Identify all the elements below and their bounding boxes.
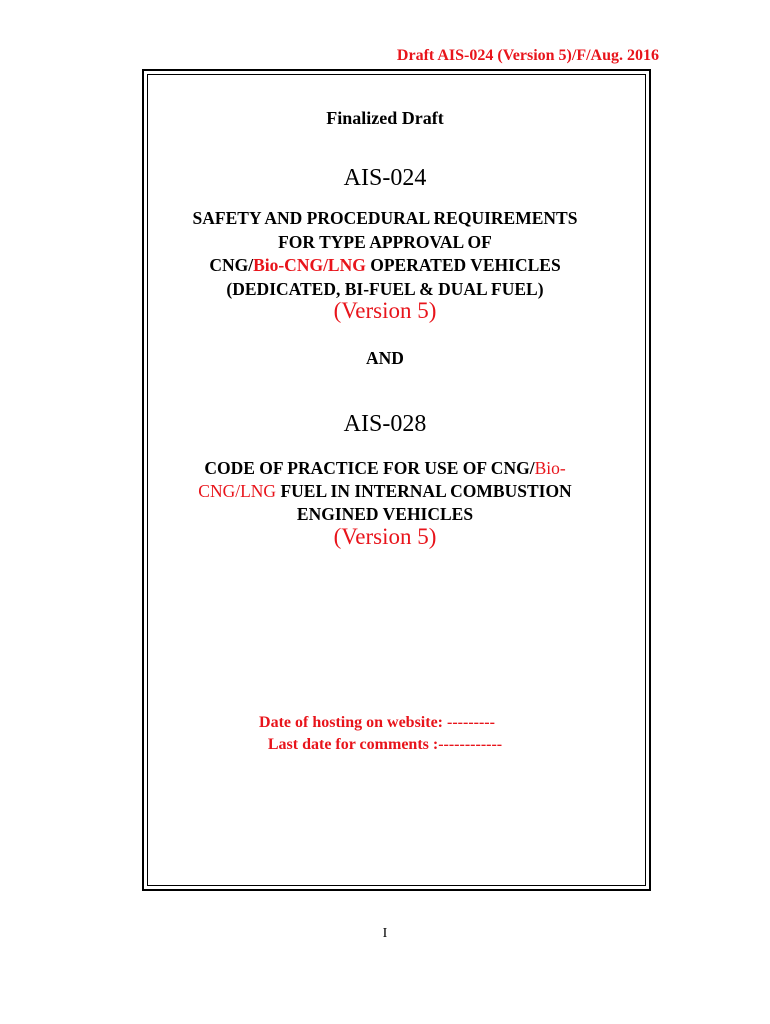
- standard-2-title-line-1: [0, 458, 770, 479]
- draft-status: Finalized Draft: [326, 108, 444, 128]
- title-internal-combustion: FUEL IN INTERNAL COMBUSTION: [276, 481, 572, 501]
- standard-2-title-line-3: ENGINED VEHICLES: [296, 504, 474, 524]
- title-operated-vehicles: OPERATED VEHICLES: [365, 255, 561, 275]
- conjunction-and: AND: [366, 348, 404, 368]
- title-fuel-cng-lng: CNG/LNG: [198, 481, 277, 501]
- cover-frame: [142, 69, 651, 891]
- title-fuel-bio-cng-lng: Bio-CNG/LNG: [253, 255, 366, 275]
- title-fuel-cng: CNG/: [209, 255, 254, 275]
- hosting-date: Date of hosting on website: ---------: [259, 714, 495, 731]
- standard-1-version: (Version 5): [333, 298, 437, 323]
- standard-1-code: AIS-024: [343, 165, 427, 191]
- standard-1-title-line-2: FOR TYPE APPROVAL OF: [278, 232, 492, 252]
- standard-2-version: (Version 5): [333, 524, 437, 549]
- title-fuel-bio: Bio-: [534, 458, 566, 478]
- comments-deadline: Last date for comments :------------: [267, 736, 503, 753]
- standard-1-title-line-1: SAFETY AND PROCEDURAL REQUIREMENTS: [192, 208, 578, 228]
- standard-1-title-line-3: [0, 255, 770, 276]
- cover-frame-inner: [147, 74, 646, 886]
- document-reference: Draft AIS-024 (Version 5)/F/Aug. 2016: [396, 47, 659, 64]
- standard-1-title-line-4: (DEDICATED, BI-FUEL & DUAL FUEL): [226, 279, 544, 299]
- standard-2-title-line-2: [0, 481, 770, 502]
- standard-2-code: AIS-028: [343, 411, 427, 437]
- page-number: I: [382, 926, 388, 941]
- title-code-of-practice: CODE OF PRACTICE FOR USE OF CNG/: [204, 458, 535, 478]
